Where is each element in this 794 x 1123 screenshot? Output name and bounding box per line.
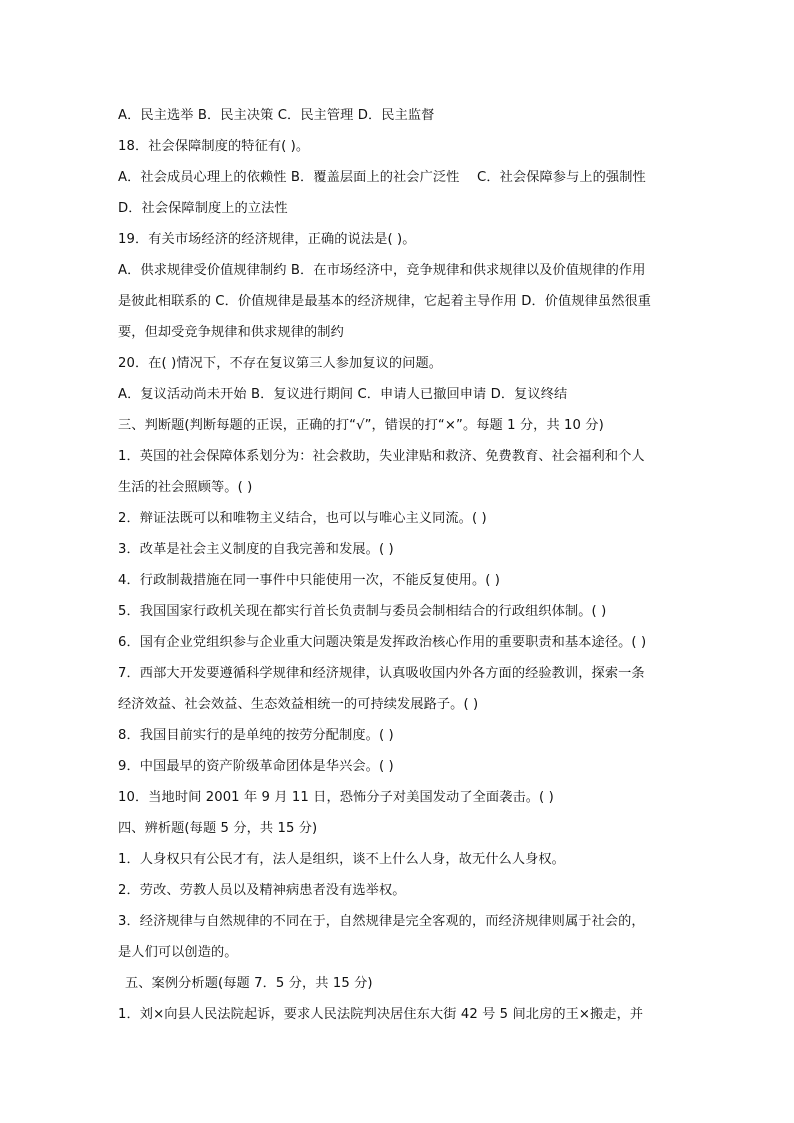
question-line: 是人们可以创造的。 (118, 945, 238, 960)
question-line: 3．经济规律与自然规律的不同在于，自然规律是完全客观的，而经济规律则属于社会的， (118, 914, 645, 929)
question-line: 4．行政制裁措施在同一事件中只能使用一次，不能反复使用。( ) (118, 573, 501, 588)
question-line: 1．英国的社会保障体系划分为：社会救助，失业津贴和救济、免费教育、社会福利和个人 (118, 449, 645, 464)
question-line: 19．有关市场经济的经济规律，正确的说法是( )。 (118, 232, 416, 247)
question-line: 1．人身权只有公民才有，法人是组织，谈不上什么人身，故无什么人身权。 (118, 852, 565, 867)
document-body (118, 100, 688, 1030)
question-line: 5．我国国家行政机关现在都实行首长负责制与委员会制相结合的行政组织体制。( ) (118, 604, 607, 619)
question-line: 2．辩证法既可以和唯物主义结合，也可以与唯心主义同流。( ) (118, 511, 487, 526)
question-line: 1．刘×向县人民法院起诉，要求人民法院判决居住东大街 42 号 5 间北房的王×搬走，并 (118, 1007, 644, 1022)
option-line: A．社会成员心理上的依赖性 B．覆盖层面上的社会广泛性 C．社会保障参与上的强制性 (118, 170, 646, 185)
option-line: A．复议活动尚未开始 B．复议进行期间 C．申请人已撤回申请 D．复议终结 (118, 387, 568, 402)
question-line: 经济效益、社会效益、生态效益相统一的可持续发展路子。( ) (118, 697, 479, 712)
question-line: 6．国有企业党组织参与企业重大问题决策是发挥政治核心作用的重要职责和基本途径。( ) (118, 635, 647, 650)
option-line: A．供求规律受价值规律制约 B．在市场经济中，竞争规律和供求规律以及价值规律的作用 (118, 263, 646, 278)
question-line: 18．社会保障制度的特征有( )。 (118, 139, 310, 154)
question-line: 7．西部大开发要遵循科学规律和经济规律，认真吸收国内外各方面的经验教训，探索一条 (118, 666, 645, 681)
section-heading: 三、判断题(判断每题的正误，正确的打“√”，错误的打“×”。每题 1 分，共 10 分) (118, 418, 604, 433)
option-line: 是彼此相联系的 C．价值规律是最基本的经济规律，它起着主导作用 D．价值规律虽然很重 (118, 294, 652, 309)
question-line: 3．改革是社会主义制度的自我完善和发展。( ) (118, 542, 394, 557)
option-line: D．社会保障制度上的立法性 (118, 201, 288, 216)
question-line: 生活的社会照顾等。( ) (118, 480, 253, 495)
question-line: 20．在( )情况下，不存在复议第三人参加复议的问题。 (118, 356, 443, 371)
section-heading: 四、辨析题(每题 5 分，共 15 分) (118, 821, 318, 836)
question-line: 9．中国最早的资产阶级革命团体是华兴会。( ) (118, 759, 394, 774)
question-line: 2．劳改、劳教人员以及精神病患者没有选举权。 (118, 883, 406, 898)
option-line: A．民主选举 B．民主决策 C．民主管理 D．民主监督 (118, 108, 435, 123)
question-line: 8．我国目前实行的是单纯的按劳分配制度。( ) (118, 728, 394, 743)
question-line: 10．当地时间 2001 年 9 月 11 日，恐怖分子对美国发动了全面袭击。( ) (118, 790, 554, 805)
option-line: 要，但却受竞争规律和供求规律的制约 (118, 325, 344, 340)
section-heading: 五、案例分析题(每题 7．5 分，共 15 分) (125, 976, 373, 991)
